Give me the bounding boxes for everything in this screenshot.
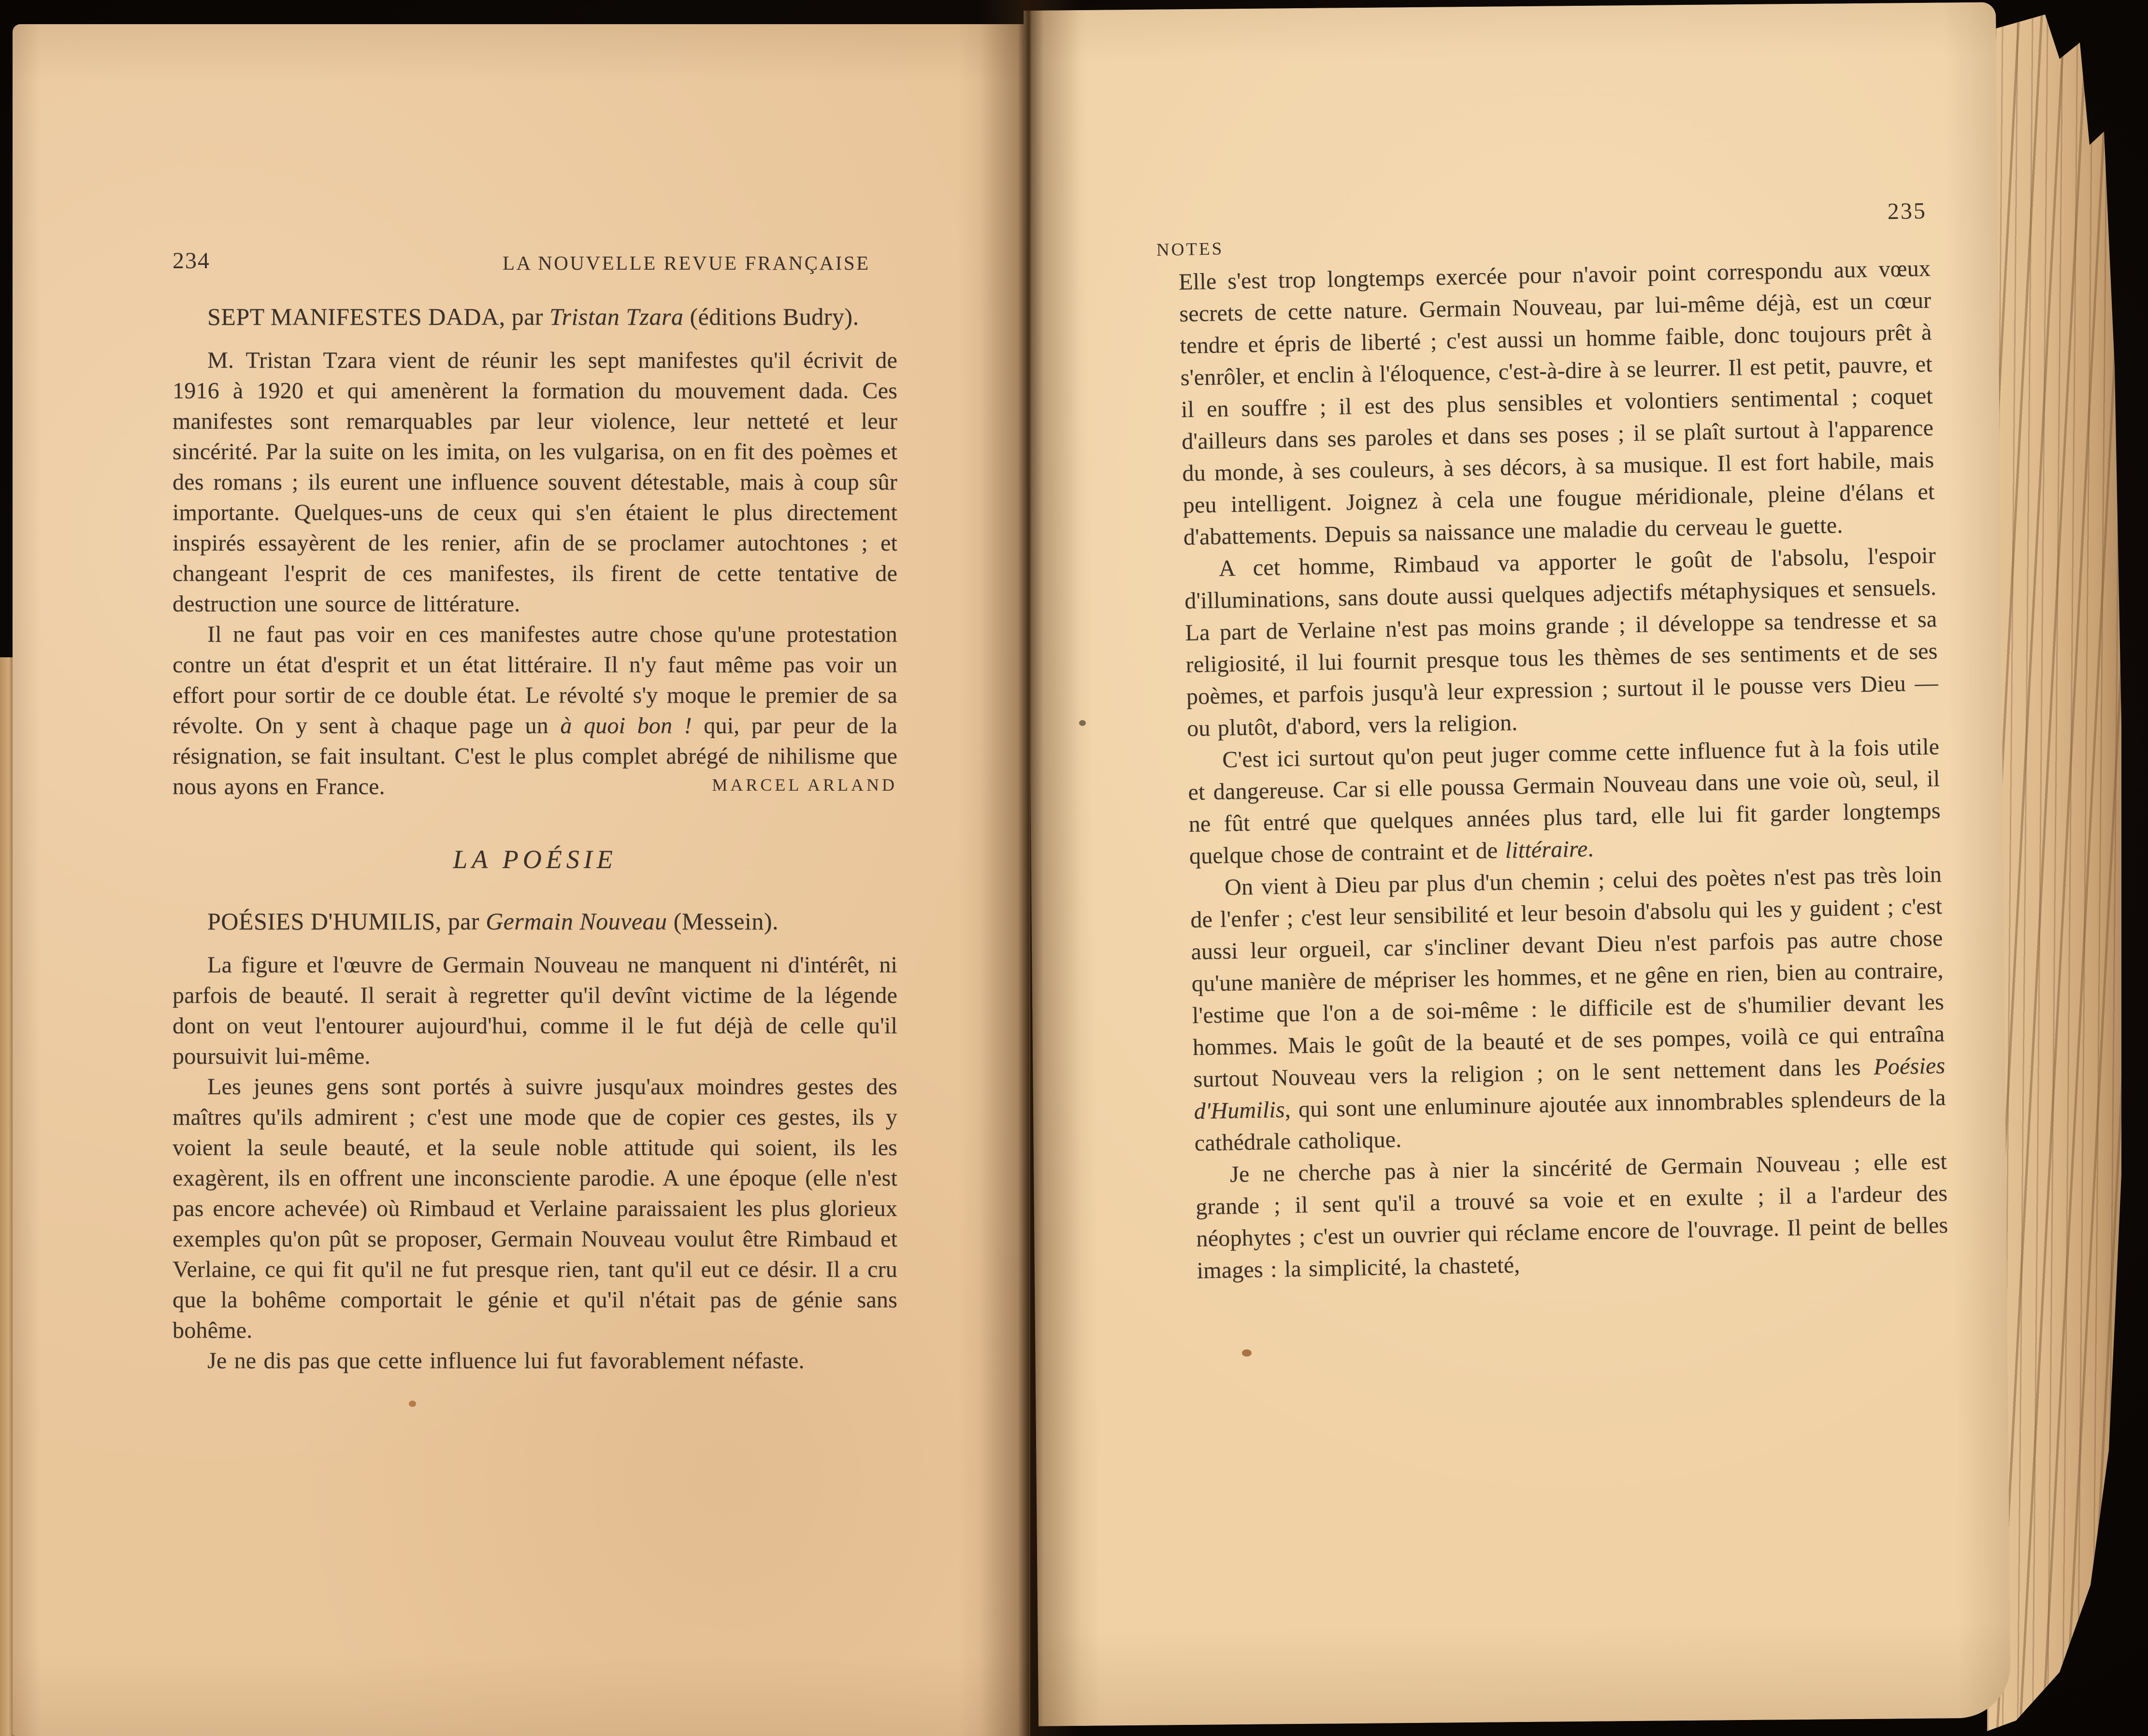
text-run: POÉSIES D'HUMILIS, par bbox=[207, 908, 486, 935]
paper-speck bbox=[409, 1401, 416, 1407]
running-head-left bbox=[173, 247, 897, 281]
paragraph bbox=[173, 345, 897, 619]
paragraph bbox=[1195, 1145, 1949, 1287]
text-run: Je ne cherche pas à nier la sincérité de Germain Nouveau ; elle est grande ; il sent qu'il a trouvé sa voie et en exulte ; il a l'ardeur des néophytes ; c'est un ouvrier qui réclame encore de l'ouvrage. Il peint de belles images : la simplicité, la chasteté, bbox=[1195, 1148, 1948, 1284]
text-run: A cet homme, Rimbaud va apporter le goût de l'absolu, l'espoir d'illuminations, sans doute aussi quelques adjectifs métaphysiques et sensuels. La part de Verlaine n'est pas moins grande ; il développe sa tendresse et sa religiosité, il lui fournit presque tous les thèmes de ses sentiments et de ses poèmes, et parfois jusqu'à leur expression ; surtout il le pousse vers Dieu — ou plutôt, d'abord, vers la religion. bbox=[1184, 542, 1939, 742]
text-run: La figure et l'œuvre de Germain Nouveau ne manquent ni d'intérêt, ni parfois de beauté. Il serait à regretter qu'il devînt victime de la légende dont on veut l'entourer aujourd'hui, comme il le fut déjà de celle qu'il poursuivit lui-même. bbox=[173, 952, 897, 1069]
author-signature: MARCEL ARLAND bbox=[712, 775, 897, 795]
text-run: Il ne faut pas voir en ces manifestes autre chose qu'une protestation contre un état d'esprit et un état littéraire. Il n'y faut même pas voir un effort pour sortir de ce double état. Le révolté s'y moque le premier de sa révolte. On y sent à chaque page un bbox=[173, 622, 897, 738]
text-run: , qui sont une enluminure ajoutée aux innombrables splendeurs de la cathédrale catholique. bbox=[1194, 1085, 1946, 1156]
running-title: NOTES bbox=[1156, 239, 1224, 260]
review-title-poesies-d-humilis bbox=[173, 903, 897, 939]
text-run: C'est ici surtout qu'on peut juger comme cette influence fut à la fois utile et dangereuse. Car si elle poussa Germain Nouveau dans une voie où, seul, il ne fût entré que quelques années plus tard, elle lui fit garder longtemps quelque chose de contraint et de bbox=[1188, 734, 1941, 869]
italic-text-run: Tristan Tzara bbox=[549, 303, 684, 330]
text-run: On vient à Dieu par plus d'un chemin ; celui des poètes n'est pas très loin de l'enfer ; c'est leur sensibilité et leur besoin d'absolu qui les y guident ; c'est aussi leur orgueil, car s'incliner devant Dieu n'est parfois pas autre chose qu'une manière de mépriser les hommes, et ne gêne en rien, bien au contraire, l'estime que l'on a de soi-même : le difficile est de s'humilier devant les hommes. Mais le goût de la beauté et de ses pompes, voilà ce qui entraîna surtout Nouveau vers la religion ; on le sent nettement dans les bbox=[1190, 861, 1945, 1092]
page-edge-stack bbox=[1987, 0, 2148, 1736]
paper-speck bbox=[1079, 720, 1086, 726]
text-run: . bbox=[1587, 836, 1594, 862]
italic-text-run: à quoi bon ! bbox=[560, 713, 692, 738]
paragraph bbox=[1187, 731, 1942, 872]
paragraph bbox=[1179, 253, 1936, 553]
text-run: Les jeunes gens sont portés à suivre jusqu'aux moindres gestes des maîtres qu'ils admirent ; c'est une mode que de copier ces gestes, ils y voient la seule beauté, et la seule noble attitude qui soient, ils les exagèrent, ils en offrent une inconsciente parodie. A une époque (elle n'est pas encore achevée) où Rimbaud et Verlaine paraissaient les plus glorieux exemples qu'on pût se proposer, Germain Nouveau voulut être Rimbaud et Verlaine, ce qui fit qu'il ne fut presque rien, tant qu'il eut ce désir. Il a cru que la bohême comportait le génie et qu'il n'était pas de génie sans bohême. bbox=[173, 1074, 897, 1343]
right-body-text bbox=[1179, 253, 1949, 1287]
text-run: M. Tristan Tzara vient de réunir les sept manifestes qu'il écrivit de 1916 à 1920 et qui amenèrent la formation du mouvement dada. Ces manifestes sont remarquables par leur violence, leur netteté et leur sincérité. Par la suite on les imita, on les vulgarisa, on en fit des poèmes et des romans ; ils eurent une influence souvent détestable, mais à coup sûr importante. Quelques-uns de ceux qui s'en étaient le plus directement inspirés essayèrent de les renier, afin de se proclamer autochtones ; et changeant l'esprit de ces manifestes, ils firent de cette tentative de destruction une source de littérature. bbox=[173, 347, 897, 617]
text-run: (Messein). bbox=[667, 908, 779, 935]
text-run: Je ne dis pas que cette influence lui fut favorablement néfaste. bbox=[207, 1348, 805, 1374]
left-page bbox=[13, 24, 1030, 1736]
running-title: LA NOUVELLE REVUE FRANÇAISE bbox=[503, 252, 870, 274]
paragraph bbox=[1184, 540, 1939, 745]
review-title-sept-manifestes-dada bbox=[173, 299, 897, 334]
paragraph bbox=[1190, 858, 1947, 1159]
text-run: Elle s'est trop longtemps exercée pour n'avoir point correspondu aux vœux secrets de cette nature. Germain Nouveau, par lui-même déjà, est un cœur tendre et épris de liberté ; c'est aussi un homme faible, donc toujours prêt à s'enrôler, et enclin à l'éloquence, c'est-à-dire à se leurrer. Il est petit, pauvre, et il en souffre ; il est des plus sensibles et volontiers sentimental ; coquet d'ailleurs dans ses paroles et dans ses poses ; il se plaît surtout à l'apparence du monde, à ses couleurs, à ses décors, à sa musique. Il est fort habile, mais peu intelligent. Joignez à cela une fougue méridionale, pleine d'élans et d'abattements. Depuis sa naissance une maladie du cerveau le guette. bbox=[1178, 255, 1935, 550]
text-run: qui, par peur de la résignation, se fait insultant. C'est le plus complet abrégé de nihilisme que nous ayons en France. bbox=[173, 713, 897, 799]
page-number: 235 bbox=[1887, 198, 1927, 225]
text-run: (éditions Budry). bbox=[683, 303, 859, 330]
section-heading-la-poesie: LA POÉSIE bbox=[453, 845, 617, 874]
text-run: SEPT MANIFESTES DADA, par bbox=[207, 303, 549, 330]
left-text-column bbox=[173, 299, 897, 1376]
paragraph bbox=[173, 1071, 897, 1345]
paragraph bbox=[173, 1345, 897, 1376]
paragraph bbox=[173, 950, 897, 1071]
italic-text-run: Poésies d'Humilis bbox=[1194, 1053, 1946, 1124]
paper-speck bbox=[1242, 1349, 1252, 1357]
italic-text-run: Germain Nouveau bbox=[486, 908, 667, 935]
right-page bbox=[1024, 2, 2011, 1726]
right-text-column bbox=[1156, 198, 1949, 1287]
page-number: 234 bbox=[173, 248, 210, 274]
italic-text-run: littéraire bbox=[1505, 836, 1588, 863]
